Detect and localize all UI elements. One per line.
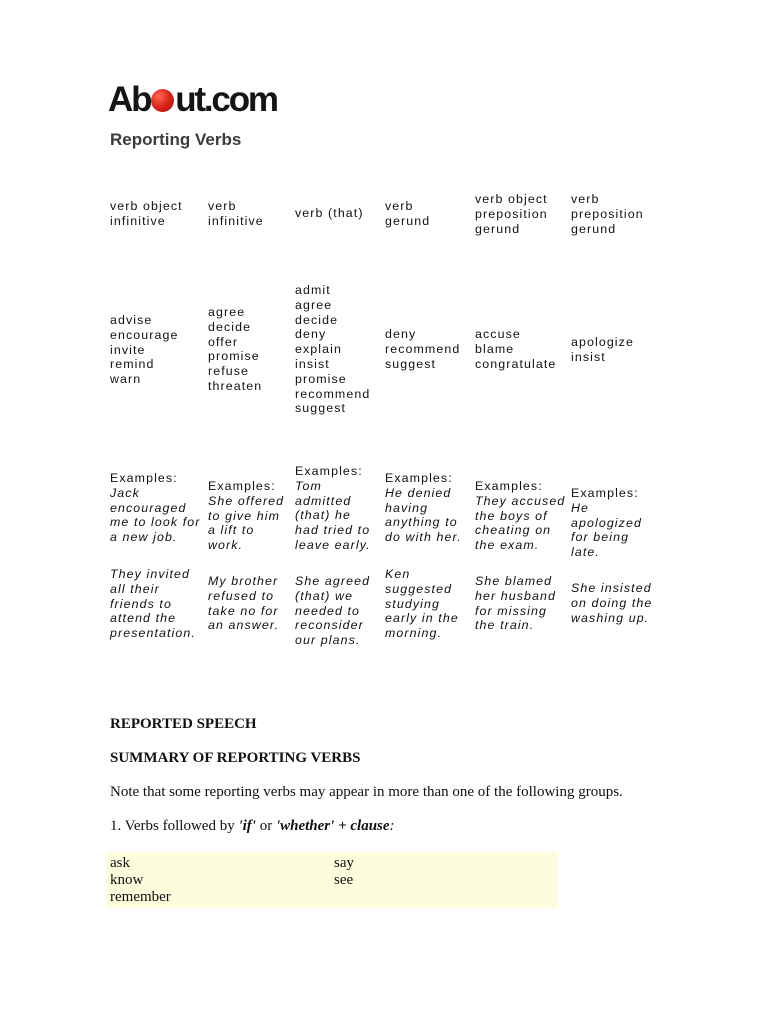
examples-label: Examples: bbox=[385, 471, 453, 485]
reported-speech-heading: REPORTED SPEECH bbox=[110, 716, 257, 732]
examples-label: Examples: bbox=[475, 479, 543, 493]
verb-list-box bbox=[106, 852, 557, 908]
clause-word: + clause bbox=[334, 818, 390, 834]
logo-text-tld: .com bbox=[203, 80, 277, 119]
example-text: He denied having anything to do with her. bbox=[385, 485, 462, 545]
col5-example2 bbox=[475, 574, 556, 633]
col3-verbs: admit agree decide deny explain insist promise recommend suggest bbox=[295, 283, 371, 416]
col5-verbs: accuse blame congratulate bbox=[475, 327, 557, 371]
col6-header: verb preposition gerund bbox=[571, 192, 644, 236]
summary-heading: SUMMARY OF REPORTING VERBS bbox=[110, 750, 361, 766]
col1-header: verb object infinitive bbox=[110, 199, 183, 228]
example-text: My brother refused to take no for an answer. bbox=[208, 574, 280, 633]
col4-example2 bbox=[385, 567, 459, 641]
col1-example1 bbox=[110, 471, 200, 545]
col2-example1 bbox=[208, 479, 284, 553]
col6-example2 bbox=[571, 581, 652, 625]
section-1-heading bbox=[110, 818, 395, 835]
example-text: They invited all their friends to attend the presentation. bbox=[110, 567, 196, 641]
colon: : bbox=[389, 818, 395, 834]
col3-example2 bbox=[295, 574, 370, 648]
col6-verbs: apologize insist bbox=[571, 335, 634, 364]
logo-red-ball-icon bbox=[151, 89, 174, 112]
example-text: Ken suggested studying early in the morning. bbox=[385, 567, 459, 641]
about-com-logo bbox=[108, 82, 277, 118]
whether-keyword: 'whether' bbox=[275, 818, 335, 834]
examples-label: Examples: bbox=[571, 486, 639, 500]
examples-label: Examples: bbox=[208, 479, 276, 493]
col4-verbs: deny recommend suggest bbox=[385, 327, 461, 371]
logo-text-pre: Ab bbox=[108, 80, 151, 119]
note-paragraph: Note that some reporting verbs may appear in more than one of the following groups. bbox=[110, 784, 623, 800]
example-text: She blamed her husband for missing the train. bbox=[475, 574, 556, 633]
box-word: see bbox=[334, 872, 354, 888]
col1-example2 bbox=[110, 567, 196, 641]
col5-example1 bbox=[475, 479, 565, 553]
col6-example1 bbox=[571, 486, 642, 560]
col1-verbs: advise encourage invite remind warn bbox=[110, 313, 179, 387]
col2-example2 bbox=[208, 574, 279, 633]
examples-label: Examples: bbox=[295, 464, 363, 478]
example-text: They accused the boys of cheating on the exam. bbox=[475, 493, 566, 553]
examples-label: Examples: bbox=[110, 471, 178, 485]
box-word: know bbox=[110, 872, 144, 888]
box-word: remember bbox=[110, 889, 171, 905]
col2-verbs: agree decide offer promise refuse threaten bbox=[208, 305, 263, 393]
example-text: She insisted on doing the washing up. bbox=[571, 581, 653, 625]
box-word: ask bbox=[110, 855, 130, 871]
section-1-number: 1. Verbs followed by bbox=[110, 818, 239, 834]
example-text: She agreed (that) we needed to reconsider our plans. bbox=[295, 574, 371, 648]
col4-example1 bbox=[385, 471, 462, 545]
if-keyword: 'if' bbox=[238, 818, 256, 834]
page-title: Reporting Verbs bbox=[110, 130, 242, 149]
col3-example1 bbox=[295, 464, 371, 553]
example-text: Tom admitted (that) he had tried to leave early. bbox=[295, 478, 371, 552]
box-word: say bbox=[334, 855, 354, 871]
example-text: Jack encouraged me to look for a new job. bbox=[110, 485, 201, 545]
or-word: or bbox=[255, 818, 276, 834]
col2-header: verb infinitive bbox=[208, 199, 264, 228]
example-text: She offered to give him a lift to work. bbox=[208, 493, 285, 553]
col4-header: verb gerund bbox=[385, 199, 431, 228]
example-text: He apologized for being late. bbox=[571, 500, 642, 560]
col5-header: verb object preposition gerund bbox=[475, 192, 548, 236]
col3-header: verb (that) bbox=[295, 206, 364, 220]
logo-text-post: ut bbox=[175, 80, 204, 119]
